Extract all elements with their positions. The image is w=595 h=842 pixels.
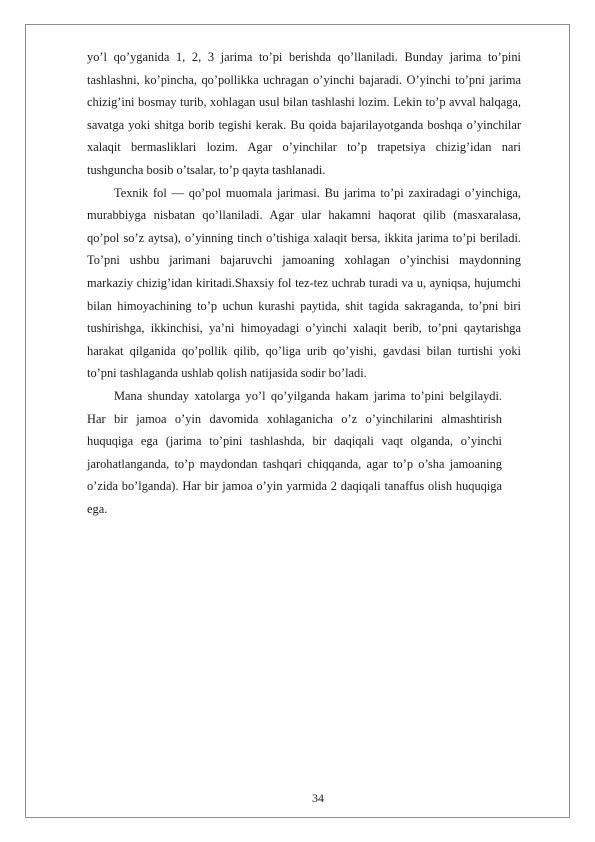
paragraph-technical-foul: Texnik fol — qo’pol muomala jarimasi. Bu jarima to’pi zaxiradagi o’yinchiga, murabbiyga nisbatan qo’llaniladi. Agar ular hakamni haqorat qilib (masxaralasa, qo’pol so’z aytsa), o’yinning tinch o’tishiga xalaqit bersa, ikkita jarima to’pi beriladi. To’pni ushbu jarimani bajaruvchi jamoaning xohlagan o’yinchisi maydonning markaziy chizig’idan kiritadi.Shaxsiy fol tez-tez uchrab turadi va u, ayniqsa, hujumchi bilan himoyachining to’p uchun kurashi paytida, shit tagida sakraganda, to’pni biri tushirishga, ikkinchisi, ya’ni himoyadagi o’yinchi xalaqit berib, to’pni qaytarishga harakat qilganida qo’pollik qilib, qo’liga urib qo’yishi, gavdasi bilan turtishi yoki to’pni tashlaganda ushlab qolish natijasida sodir bo’ladi. [87,185,521,381]
paragraph-continued: yo’l qo’yganida 1, 2, 3 jarima to’pi berishda qo’llaniladi. Bunday jarima to’pini tashlashni, ko’pincha, qo’pollikka uchragan o’yinchi bajaradi. O’yinchi to’pni jarima chizig’ini bosmay turib, xohlagan usul bilan tashlashi lozim. Lekin to’p avval halqaga, savatga yoki shitga borib tegishi kerak. Bu qoida bajarilayotganda boshqa o’yinchilar xalaqit bermasliklari lozim. Agar o’yinchilar to’p trapetsiya chizig’idan nari tushguncha bosib o’tsalar, to’p qayta tashlanadi. [87,50,521,177]
document-body [87,46,521,520]
paragraph-substitutions: Mana shunday xatolarga yo’l qo’yilganda hakam jarima to’pini belgilaydi. Har bir jamoa o’yin davomida xohlaganicha o’z o’yinchilarini almashtirish huquqiga ega (jarima to’pini tashlashda, bir daqiqali vaqt olganda, o’yinchi jarohatlanganda, to’p maydondan tashqari chiqqanda, agar to’p o’sha jamoaning o’zida bo’lganda). Har bir jamoa o’yin yarmida 2 daqiqali tanaffus olish huquqiga ega. [87,388,502,516]
page-number: 34 [312,791,324,805]
